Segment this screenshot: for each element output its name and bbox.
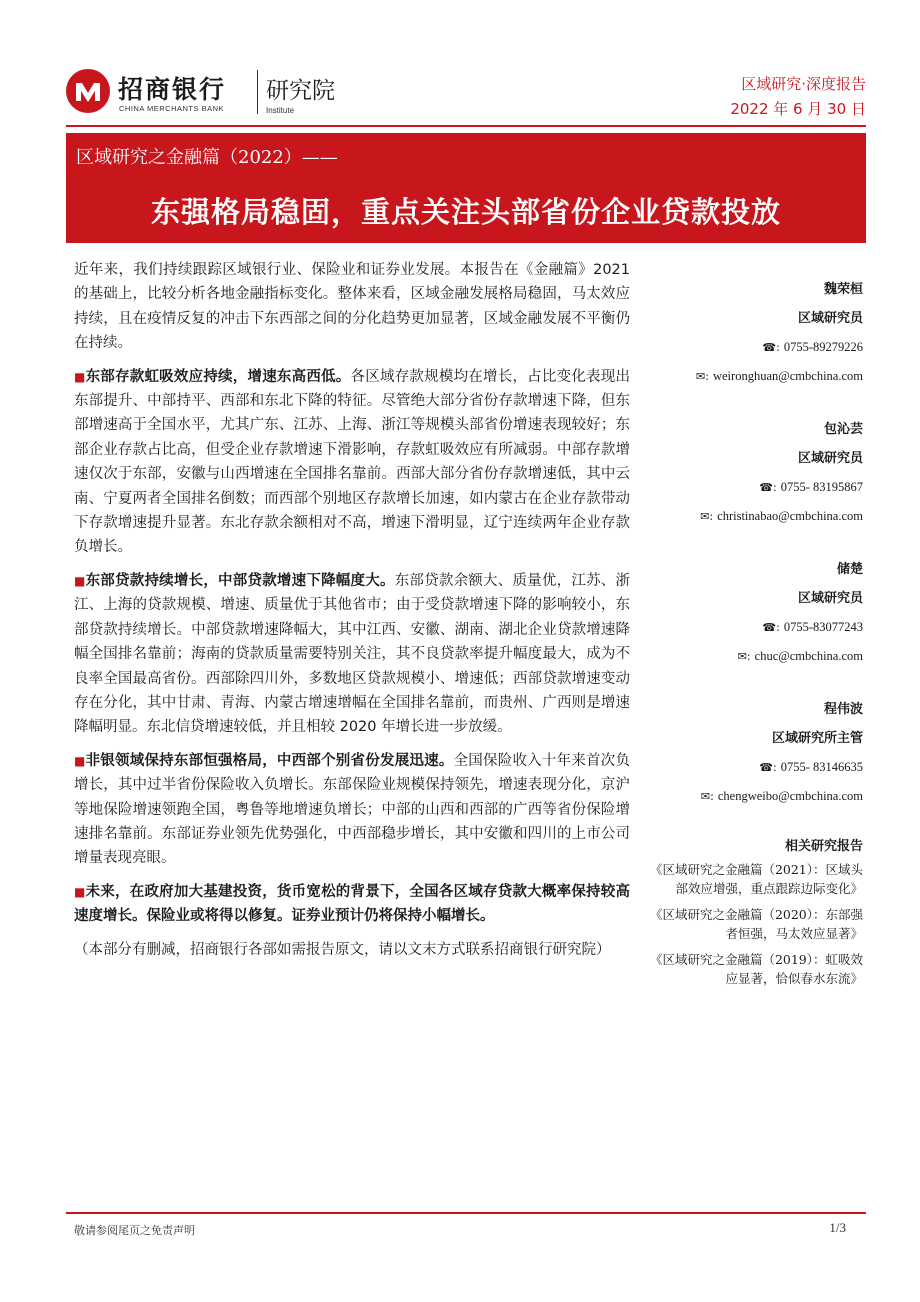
email-address[interactable]: weironghuan@cmbchina.com xyxy=(712,369,863,383)
section-deposits xyxy=(74,365,630,560)
report-header xyxy=(66,66,866,126)
author-card xyxy=(645,415,863,531)
title-banner xyxy=(66,133,866,243)
phone-icon: ☎: xyxy=(762,621,780,634)
related-report-link[interactable]: 《区域研究之金融篇（2020）：东部强者恒强，马太效应显著》 xyxy=(649,907,863,941)
author-phone xyxy=(645,473,863,502)
section-text: 各区域存款规模均在增长，占比变化表现出东部提升、中部持平、西部和东北下降的特征。尽管绝大部分省份存款增速下降，但东部增速高于全国水平，尤其广东、江苏、上海、浙江等规模头部省份增速表现较好；东部企业存款占比高，但受企业存款增速下滑影响，存款虹吸效应有所减弱。中部存款增速仅次于东部，安徽与山西增速在全国排名靠前。西部大部分省份存款增速低，其中云南、宁夏两者全国排名倒数；而西部个别地区存款增长加速，如内蒙古在企业存款带动下存款增速提升显著。东北存款余额相对不高，增速下滑明显，辽宁连续两年企业存款负增长。 xyxy=(74,368,630,556)
email-icon: ✉: xyxy=(696,370,709,383)
author-role: 区域研究所主管 xyxy=(771,731,863,746)
phone-number: 0755-89279226 xyxy=(783,340,863,354)
phone-number: 0755- 83195867 xyxy=(780,480,863,494)
author-role: 区域研究员 xyxy=(797,451,863,466)
phone-icon: ☎: xyxy=(759,761,777,774)
report-series: 区域研究之金融篇（2022）—— xyxy=(76,147,338,168)
intro-paragraph: 近年来，我们持续跟踪区域银行业、保险业和证券业发展。本报告在《金融篇》2021 的基础上，比较分析各地金融指标变化。整体来看，区域金融发展格局稳固，马太效应持续，且在疫情反复的冲击下东西部之间的分化趋势更加显著，区域金融发展不平衡仍在持续。 xyxy=(74,262,630,352)
header-divider xyxy=(66,125,866,127)
section-lead: 非银领域保持东部恒强格局，中西部个别省份发展迅速。 xyxy=(85,752,454,769)
section-lead: 东部贷款持续增长，中部贷款增速下降幅度大。 xyxy=(85,572,395,589)
author-card xyxy=(645,275,863,391)
phone-icon: ☎: xyxy=(759,481,777,494)
bullet-square-icon: ■ xyxy=(74,573,86,588)
phone-number: 0755- 83146635 xyxy=(780,760,863,774)
author-name: 魏荣桓 xyxy=(823,282,863,297)
author-phone xyxy=(645,753,863,782)
related-report-link[interactable]: 《区域研究之金融篇（2021）：区域头部效应增强，重点跟踪边际变化》 xyxy=(649,862,863,896)
section-outlook xyxy=(74,880,630,929)
bank-name-en: CHINA MERCHANTS BANK xyxy=(119,104,225,113)
email-icon: ✉: xyxy=(700,790,714,803)
section-lead: 东部存款虹吸效应持续，增速东高西低。 xyxy=(85,368,351,385)
institute-name: 研究院 xyxy=(266,78,335,104)
email-address[interactable]: christinabao@cmbchina.com xyxy=(717,509,863,523)
author-card xyxy=(645,695,863,811)
author-email[interactable] xyxy=(645,642,863,671)
report-type: 区域研究·深度报告 xyxy=(741,75,866,93)
cmb-logo-icon xyxy=(66,69,110,113)
page-number: 1/3 xyxy=(829,1220,846,1235)
author-role: 区域研究员 xyxy=(797,311,863,326)
author-name: 储楚 xyxy=(836,562,863,577)
author-card xyxy=(645,555,863,671)
email-address[interactable]: chengweibo@cmbchina.com xyxy=(717,789,863,803)
logo-divider xyxy=(257,70,258,114)
report-body xyxy=(74,258,630,971)
author-email[interactable] xyxy=(645,362,863,391)
section-lead: 未来，在政府加大基建投资，货币宽松的背景下，全国各区域存贷款大概率保持较高速度增长。保险业或将得以修复。证券业预计仍将保持小幅增长。 xyxy=(74,883,630,925)
abridged-note: （本部分有删减，招商银行各部如需报告原文，请以文末方式联系招商银行研究院） xyxy=(74,941,611,958)
section-text: 全国保险收入十年来首次负增长，其中过半省份保险收入负增长。东部保险业规模保持领先，增速表现分化，京沪等地保险增速领跑全国，粤鲁等地增速负增长；中部的山西和西部的广西等省份保险增速排名靠前。东部证券业领先优势强化，中西部稳步增长，其中安徽和四川的上市公司增量表现亮眼。 xyxy=(74,752,631,867)
author-name: 程伟波 xyxy=(823,702,863,717)
footer-divider xyxy=(66,1212,866,1214)
author-email[interactable] xyxy=(645,502,863,531)
report-title: 东强格局稳固，重点关注头部省份企业贷款投放 xyxy=(150,195,781,229)
author-phone xyxy=(645,613,863,642)
section-nonbank xyxy=(74,749,630,871)
report-date: 2022 年 6 月 30 日 xyxy=(730,100,866,118)
bullet-square-icon: ■ xyxy=(74,753,86,768)
bank-name: 招商银行 xyxy=(118,75,227,104)
phone-number: 0755-83077243 xyxy=(783,620,863,634)
email-icon: ✉: xyxy=(700,510,714,523)
bullet-square-icon: ■ xyxy=(74,369,86,384)
disclaimer-note: 敬请参阅尾页之免责声明 xyxy=(74,1224,195,1237)
author-phone xyxy=(645,333,863,362)
related-report-link[interactable]: 《区域研究之金融篇（2019）：虹吸效应显著，恰似春水东流》 xyxy=(649,952,863,986)
institute-name-en: Institute xyxy=(266,106,295,115)
bullet-square-icon: ■ xyxy=(74,884,86,899)
email-icon: ✉: xyxy=(737,650,751,663)
phone-icon: ☎: xyxy=(762,341,780,354)
section-text: 东部贷款余额大、质量优，江苏、浙江、上海的贷款规模、增速、质量优于其他省市；由于受贷款增速下降的影响较小，东部贷款持续增长。中部贷款增速降幅大，其中江西、安徽、湖南、湖北企业贷款增速降幅全国排名靠前；海南的贷款质量需要特别关注，其不良贷款率提升幅度最大，成为不良率全国最高省份。西部除四川外，多数地区贷款规模小、增速低；西部贷款增速变动存在分化，其中甘肃、青海、内蒙古增速增幅在全国排名靠前，而贵州、广西则是增速降幅明显。东北信贷增速较低，并且相较 2020 年增长进一步放缓。 xyxy=(74,572,631,736)
author-name: 包沁芸 xyxy=(823,422,863,437)
sidebar xyxy=(645,275,863,995)
email-address[interactable]: chuc@cmbchina.com xyxy=(754,649,863,663)
author-role: 区域研究员 xyxy=(797,591,863,606)
author-email[interactable] xyxy=(645,782,863,811)
related-reports-title: 相关研究报告 xyxy=(784,839,863,854)
section-loans xyxy=(74,569,630,740)
